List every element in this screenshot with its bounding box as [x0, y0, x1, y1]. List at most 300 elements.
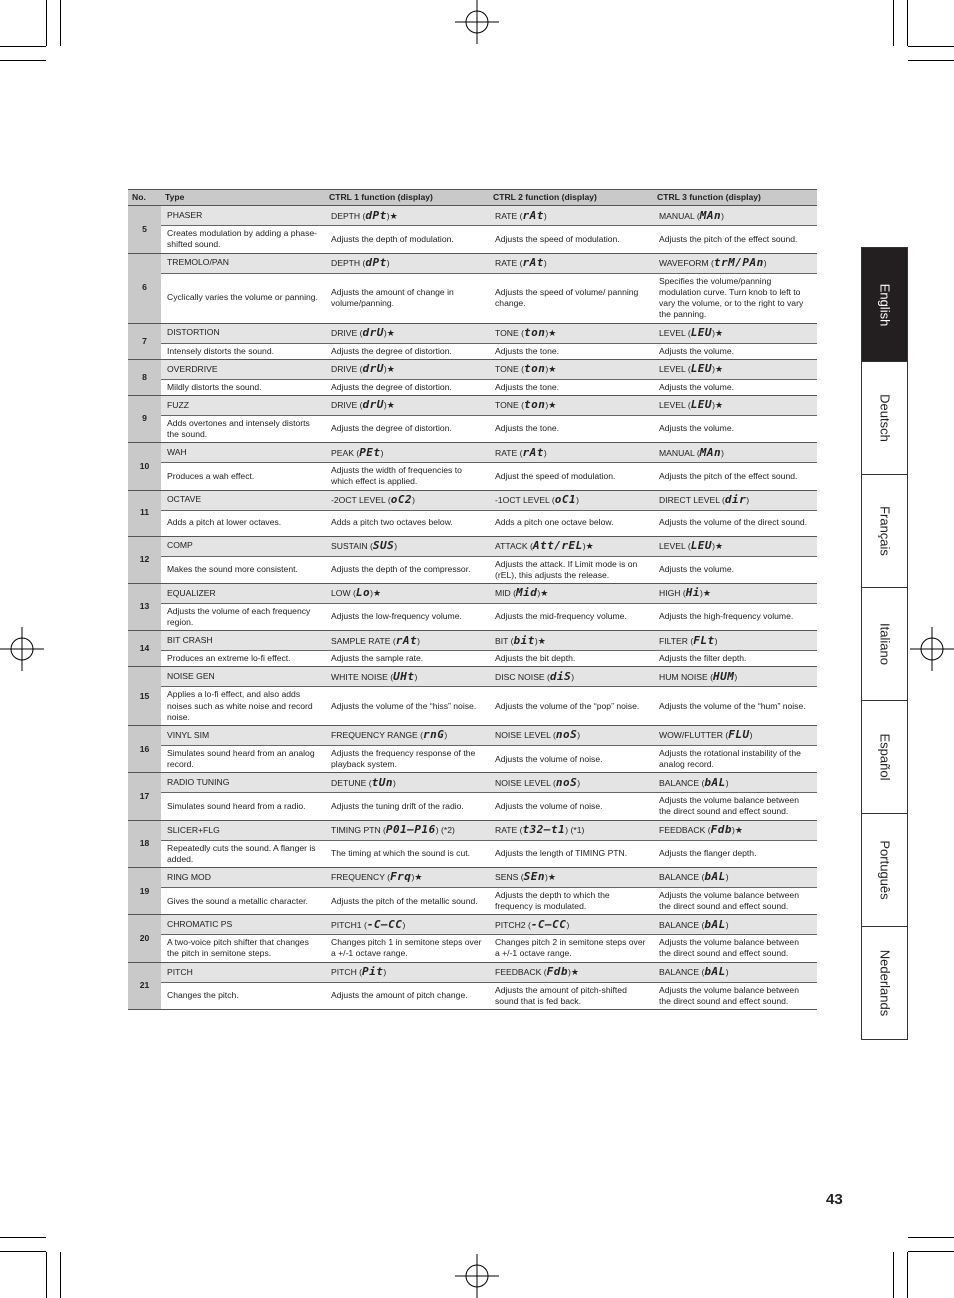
star-icon: ★ — [714, 327, 724, 338]
crop-mark — [46, 0, 47, 46]
ctrl-label-end: ) — [417, 635, 421, 646]
table-row — [128, 536, 817, 556]
star-icon: ★ — [548, 364, 557, 375]
ctrl-label-end: ) — [386, 210, 390, 221]
ctrl-label-end: ) — [721, 210, 724, 221]
ctrl-label: RATE ( — [495, 447, 523, 458]
ctrl-description: Adjusts the volume. — [653, 379, 817, 395]
star-icon: ★ — [537, 635, 546, 646]
column-header-ctrl2: CTRL 2 function (display) — [489, 190, 653, 206]
ctrl-label: TONE ( — [495, 327, 524, 338]
ctrl-label: FEEDBACK ( — [495, 966, 547, 977]
effect-type: WAH — [161, 443, 325, 463]
ctrl-label-end: ) — [545, 872, 548, 883]
display-code: LEU — [690, 362, 713, 376]
ctrl-description: Adjusts the width of frequencies to which effect is applied. — [325, 463, 489, 490]
ctrl-label: LEVEL ( — [659, 327, 691, 338]
ctrl-label: DISC NOISE ( — [495, 671, 550, 682]
display-code: PEt — [359, 445, 381, 459]
display-code: FLt — [693, 633, 715, 647]
ctrl-label: DRIVE ( — [331, 400, 363, 411]
ctrl-function-c2 — [489, 915, 653, 935]
display-code: bAL — [704, 775, 726, 789]
language-tab-label: Italiano — [877, 623, 892, 665]
crop-mark — [0, 46, 46, 47]
table-row — [128, 273, 817, 323]
ctrl-description: Adjusts the degree of distortion. — [325, 379, 489, 395]
ctrl-label-end: ) — [383, 400, 387, 411]
ctrl-label: NOISE LEVEL ( — [495, 777, 556, 788]
ctrl-label-end: ) — [543, 447, 547, 458]
effect-description: Intensely distorts the sound. — [161, 343, 325, 359]
ctrl-function-c3 — [653, 443, 817, 463]
ctrl-label: FEEDBACK ( — [659, 824, 711, 835]
ctrl-function-c1 — [325, 915, 489, 935]
table-row — [128, 395, 817, 415]
ctrl-function-c3 — [653, 667, 817, 687]
registration-mark-top — [455, 0, 499, 44]
ctrl-description: Adjusts the amount of pitch change. — [325, 982, 489, 1009]
ctrl-function-c1 — [325, 443, 489, 463]
language-tab[interactable] — [861, 927, 908, 1040]
ctrl-label-end: ) — [545, 364, 549, 375]
ctrl-description: Changes pitch 2 in semitone steps over a +/-1 octave range. — [489, 935, 653, 962]
display-code: bAL — [704, 917, 726, 931]
ctrl-label: SENS ( — [495, 872, 524, 883]
ctrl-label-end: ) — [712, 400, 715, 411]
ctrl-description: Adjusts the attack. If Limit mode is on (rEL), this adjusts the release. — [489, 556, 653, 583]
crop-mark — [907, 1252, 908, 1298]
ctrl-label: -2OCT LEVEL ( — [331, 494, 391, 505]
ctrl-label-end: ) — [577, 730, 581, 741]
display-code: Pit — [362, 964, 384, 978]
display-code: Att/rEL — [532, 538, 583, 552]
ctrl-function-c2 — [489, 962, 653, 982]
table-header-row — [128, 190, 817, 206]
ctrl-label-end: ) — [545, 327, 549, 338]
ctrl-label: BALANCE ( — [659, 919, 705, 930]
ctrl-label-end: ) — [380, 447, 384, 458]
ctrl-label: SUSTAIN ( — [331, 540, 373, 551]
display-code: tUn — [371, 775, 393, 789]
display-code: Hi — [685, 586, 700, 600]
language-tab[interactable] — [861, 475, 908, 588]
display-code: Lo — [355, 586, 371, 600]
language-tab-label: Deutsch — [877, 394, 892, 442]
ctrl-label: HUM NOISE ( — [659, 671, 713, 682]
ctrl-function-c3 — [653, 395, 817, 415]
star-icon: ★ — [702, 588, 711, 599]
effect-type: BIT CRASH — [161, 631, 325, 651]
ctrl-label: TONE ( — [495, 364, 524, 375]
ctrl-function-c2 — [489, 490, 653, 510]
ctrl-label-end: ) — [699, 588, 703, 599]
ctrl-label-end: ) — [383, 327, 387, 338]
star-icon: ★ — [386, 400, 395, 411]
language-tabs — [861, 247, 908, 1040]
star-icon: ★ — [414, 872, 423, 883]
display-code: bit — [513, 633, 535, 647]
ctrl-function-c1 — [325, 395, 489, 415]
display-code: oC2 — [390, 492, 413, 506]
table-row — [128, 631, 817, 651]
crop-mark — [0, 1237, 46, 1238]
language-tab[interactable] — [861, 247, 908, 362]
display-code: trM/PAn — [713, 255, 764, 269]
display-code: noS — [555, 775, 578, 789]
display-code: drU — [362, 398, 384, 412]
ctrl-function-c3 — [653, 323, 817, 343]
column-header-no: No. — [128, 190, 161, 206]
table-row — [128, 962, 817, 982]
ctrl-label: BALANCE ( — [659, 872, 705, 883]
ctrl-description: Adjusts the low-frequency volume. — [325, 603, 489, 630]
effect-description: Adds a pitch at lower octaves. — [161, 510, 325, 536]
ctrl-label: PEAK ( — [331, 447, 360, 458]
ctrl-label-end: ) — [714, 635, 718, 646]
display-code: rAt — [522, 445, 544, 459]
table-row — [128, 745, 817, 772]
ctrl-description: Adjusts the tuning drift of the radio. — [325, 793, 489, 820]
ctrl-function-c2 — [489, 323, 653, 343]
display-code: -C–CC — [366, 917, 403, 931]
table-row — [128, 687, 817, 726]
crop-mark — [908, 60, 954, 61]
ctrl-label-end: ) — [571, 671, 575, 682]
ctrl-label: FREQUENCY RANGE ( — [331, 730, 423, 741]
effect-type: CHROMATIC PS — [161, 915, 325, 935]
display-code: SUS — [372, 538, 395, 552]
ctrl-label-end: ) (*2) — [435, 824, 455, 835]
effect-type: DISTORTION — [161, 323, 325, 343]
star-icon: ★ — [714, 364, 724, 375]
display-code: dir — [724, 492, 747, 506]
column-header-ctrl1: CTRL 1 function (display) — [325, 190, 489, 206]
language-tab-label: Español — [877, 733, 892, 781]
ctrl-label: DRIVE ( — [331, 327, 363, 338]
display-code: FLU — [728, 728, 750, 742]
ctrl-function-c1 — [325, 359, 489, 379]
ctrl-label: RATE ( — [495, 210, 523, 221]
display-code: drU — [362, 362, 384, 376]
effect-type: VINYL SIM — [161, 725, 325, 745]
ctrl-description: Adjusts the volume of the direct sound. — [653, 510, 817, 536]
effect-type: RADIO TUNING — [161, 773, 325, 793]
display-code: Fdb — [546, 964, 568, 978]
ctrl-description: Adjusts the length of TIMING PTN. — [489, 840, 653, 867]
ctrl-description: Adds a pitch two octaves below. — [325, 510, 489, 536]
ctrl-label-end: ) — [537, 588, 541, 599]
ctrl-label-end: ) — [712, 364, 715, 375]
ctrl-description: Adjusts the filter depth. — [653, 651, 817, 667]
crop-mark — [46, 1252, 47, 1298]
crop-mark — [908, 1237, 954, 1238]
language-tab[interactable] — [861, 814, 908, 927]
ctrl-function-c3 — [653, 867, 817, 887]
ctrl-label-end: ) — [545, 400, 549, 411]
ctrl-description: Adjusts the high-frequency volume. — [653, 603, 817, 630]
display-code: bAL — [704, 870, 726, 884]
effect-number: 5 — [128, 206, 161, 253]
ctrl-label: HIGH ( — [659, 588, 686, 599]
display-code: P01–P16 — [385, 822, 436, 836]
ctrl-function-c1 — [325, 323, 489, 343]
ctrl-label-end: ) (*1) — [565, 824, 585, 835]
ctrl-label-end: ) — [577, 777, 581, 788]
ctrl-label-end: ) — [411, 872, 415, 883]
table-row — [128, 226, 817, 253]
ctrl-label-end: ) — [412, 494, 415, 505]
display-code: noS — [555, 728, 578, 742]
display-code: ton — [523, 362, 546, 376]
ctrl-label: -1OCT LEVEL ( — [495, 494, 555, 505]
crop-mark — [60, 1252, 61, 1298]
ctrl-label: FREQUENCY ( — [331, 872, 391, 883]
column-header-type: Type — [161, 190, 325, 206]
display-code: drU — [362, 325, 384, 339]
ctrl-label: RATE ( — [495, 824, 523, 835]
language-tab[interactable] — [861, 588, 908, 701]
ctrl-function-c1 — [325, 962, 489, 982]
table-row — [128, 583, 817, 603]
ctrl-label: WAVEFORM ( — [659, 257, 714, 268]
effect-type: RING MOD — [161, 867, 325, 887]
ctrl-label-end: ) — [383, 966, 387, 977]
table-row — [128, 603, 817, 630]
display-code: rnG — [423, 728, 445, 742]
ctrl-function-c2 — [489, 359, 653, 379]
display-code: Fdb — [710, 822, 732, 836]
display-code: MAn — [699, 208, 722, 222]
ctrl-function-c1 — [325, 583, 489, 603]
ctrl-label: SAMPLE RATE ( — [331, 635, 396, 646]
ctrl-label: LEVEL ( — [659, 400, 691, 411]
ctrl-description: Adjusts the volume. — [653, 343, 817, 359]
registration-mark-bottom — [455, 1254, 499, 1298]
star-icon: ★ — [734, 824, 743, 835]
ctrl-label: TIMING PTN ( — [331, 824, 386, 835]
effect-number: 19 — [128, 867, 161, 914]
registration-mark-right — [910, 627, 954, 671]
ctrl-description: Adjusts the pitch of the effect sound. — [653, 463, 817, 490]
ctrl-label: MID ( — [495, 588, 517, 599]
table-row — [128, 359, 817, 379]
ctrl-label: BALANCE ( — [659, 777, 705, 788]
effect-description: Adds overtones and intensely distorts the sound. — [161, 415, 325, 442]
ctrl-function-c2 — [489, 820, 653, 840]
table-row — [128, 820, 817, 840]
table-row — [128, 379, 817, 395]
effect-type: EQUALIZER — [161, 583, 325, 603]
ctrl-function-c2 — [489, 773, 653, 793]
ctrl-label: BALANCE ( — [659, 966, 705, 977]
ctrl-function-c2 — [489, 443, 653, 463]
ctrl-description: Specifies the volume/panning modulation curve. Turn knob to left to vary the volume, or to the right to vary the panning. — [653, 273, 817, 323]
ctrl-label: RATE ( — [495, 257, 523, 268]
ctrl-label-end: ) — [725, 966, 729, 977]
ctrl-description: Adjusts the volume balance between the direct sound and effect sound. — [653, 793, 817, 820]
ctrl-function-c2 — [489, 631, 653, 651]
ctrl-label: PITCH1 ( — [331, 919, 367, 930]
effect-number: 21 — [128, 962, 161, 1009]
ctrl-description: Adjusts the volume of the “hiss” noise. — [325, 687, 489, 726]
display-code: Mid — [516, 586, 538, 600]
ctrl-description: Adjusts the volume. — [653, 415, 817, 442]
ctrl-description: Adjusts the volume of noise. — [489, 745, 653, 772]
ctrl-label: PITCH2 ( — [495, 919, 531, 930]
effect-type: OCTAVE — [161, 490, 325, 510]
display-code: Frq — [390, 870, 412, 884]
ctrl-function-c2 — [489, 206, 653, 226]
table-row — [128, 840, 817, 867]
ctrl-function-c1 — [325, 536, 489, 556]
effect-number: 17 — [128, 773, 161, 820]
display-code: LEU — [690, 398, 713, 412]
table-row — [128, 490, 817, 510]
ctrl-description: Adjusts the volume. — [653, 556, 817, 583]
ctrl-function-c3 — [653, 583, 817, 603]
table-row — [128, 463, 817, 490]
ctrl-function-c1 — [325, 820, 489, 840]
ctrl-label: DIRECT LEVEL ( — [659, 494, 725, 505]
display-code: HUM — [712, 669, 735, 683]
effect-description: Produces an extreme lo-fi effect. — [161, 651, 325, 667]
ctrl-label-end: ) — [383, 364, 387, 375]
ctrl-label: MANUAL ( — [659, 447, 700, 458]
column-header-ctrl3: CTRL 3 function (display) — [653, 190, 817, 206]
ctrl-function-c3 — [653, 915, 817, 935]
display-code: ton — [523, 325, 546, 339]
table-row — [128, 793, 817, 820]
ctrl-label: BIT ( — [495, 635, 514, 646]
ctrl-label: DRIVE ( — [331, 364, 363, 375]
ctrl-function-c1 — [325, 206, 489, 226]
ctrl-function-c3 — [653, 631, 817, 651]
ctrl-function-c2 — [489, 253, 653, 273]
table-row — [128, 651, 817, 667]
ctrl-label-end: ) — [725, 872, 729, 883]
ctrl-label: NOISE LEVEL ( — [495, 730, 556, 741]
display-code: SEn — [523, 870, 546, 884]
ctrl-label: WHITE NOISE ( — [331, 671, 394, 682]
ctrl-label-end: ) — [370, 588, 373, 599]
display-code: dPt — [365, 208, 387, 222]
effect-number: 8 — [128, 359, 161, 395]
star-icon: ★ — [372, 588, 382, 599]
ctrl-description: Adjusts the pitch of the effect sound. — [653, 226, 817, 253]
ctrl-label: MANUAL ( — [659, 210, 700, 221]
star-icon: ★ — [548, 327, 557, 338]
star-icon: ★ — [386, 364, 395, 375]
ctrl-function-c2 — [489, 536, 653, 556]
language-tab-label: English — [877, 283, 892, 326]
ctrl-function-c3 — [653, 773, 817, 793]
ctrl-description: Adjusts the volume balance between the direct sound and effect sound. — [653, 935, 817, 962]
ctrl-description: Adjusts the depth to which the frequency is modulated. — [489, 887, 653, 914]
ctrl-label-end: ) — [444, 730, 448, 741]
effect-number: 20 — [128, 915, 161, 962]
ctrl-function-c3 — [653, 253, 817, 273]
ctrl-function-c3 — [653, 206, 817, 226]
ctrl-description: Adjusts the depth of modulation. — [325, 226, 489, 253]
effect-number: 15 — [128, 667, 161, 726]
language-tab-label: Português — [877, 840, 892, 900]
effect-type: PITCH — [161, 962, 325, 982]
display-code: UHt — [393, 669, 415, 683]
ctrl-description: Adjusts the tone. — [489, 379, 653, 395]
table-row — [128, 725, 817, 745]
effect-type: TREMOLO/PAN — [161, 253, 325, 273]
display-code: bAL — [704, 964, 726, 978]
effect-number: 7 — [128, 323, 161, 359]
ctrl-description: The timing at which the sound is cut. — [325, 840, 489, 867]
ctrl-description: Adjusts the flanger depth. — [653, 840, 817, 867]
language-tab-label: Nederlands — [877, 949, 892, 1017]
effect-number: 11 — [128, 490, 161, 536]
ctrl-description: Adjusts the amount of change in volume/panning. — [325, 273, 489, 323]
ctrl-label-end: ) — [731, 824, 735, 835]
ctrl-label-end: ) — [712, 327, 715, 338]
table-row — [128, 556, 817, 583]
display-code: dPt — [365, 255, 387, 269]
ctrl-function-c3 — [653, 359, 817, 379]
display-code: rAt — [522, 208, 544, 222]
ctrl-description: Adjusts the degree of distortion. — [325, 415, 489, 442]
ctrl-label-end: ) — [402, 919, 406, 930]
effect-number: 12 — [128, 536, 161, 583]
ctrl-description: Adjusts the tone. — [489, 343, 653, 359]
crop-mark — [60, 0, 61, 46]
table-row — [128, 510, 817, 536]
ctrl-description: Adjusts the volume of the “pop” noise. — [489, 687, 653, 726]
ctrl-label-end: ) — [734, 671, 738, 682]
ctrl-label-end: ) — [582, 540, 586, 551]
effect-description: Produces a wah effect. — [161, 463, 325, 490]
effect-description: Cyclically varies the volume or panning. — [161, 273, 325, 323]
table-row — [128, 887, 817, 914]
ctrl-label-end: ) — [712, 540, 715, 551]
effect-description: Simulates sound heard from an analog record. — [161, 745, 325, 772]
crop-mark — [0, 60, 46, 61]
display-code: rAt — [395, 633, 418, 647]
ctrl-function-c1 — [325, 253, 489, 273]
effect-description: Mildly distorts the sound. — [161, 379, 325, 395]
table-row — [128, 915, 817, 935]
ctrl-label: FILTER ( — [659, 635, 694, 646]
effects-table-body — [128, 206, 817, 1010]
ctrl-function-c1 — [325, 490, 489, 510]
ctrl-description: Adjusts the volume balance between the direct sound and effect sound. — [653, 982, 817, 1009]
effect-number: 16 — [128, 725, 161, 772]
effect-type: NOISE GEN — [161, 667, 325, 687]
language-tab[interactable] — [861, 362, 908, 475]
display-code: LEU — [690, 538, 713, 552]
effect-number: 10 — [128, 443, 161, 490]
ctrl-function-c3 — [653, 725, 817, 745]
ctrl-label: ATTACK ( — [495, 540, 533, 551]
ctrl-description: Adjusts the mid-frequency volume. — [489, 603, 653, 630]
star-icon: ★ — [389, 210, 398, 221]
language-tab[interactable] — [861, 701, 908, 814]
display-code: diS — [549, 669, 572, 683]
effect-description: Simulates sound heard from a radio. — [161, 793, 325, 820]
page-number: 43 — [826, 1191, 843, 1208]
ctrl-label-end: ) — [576, 494, 579, 505]
language-tab-label: Français — [877, 506, 892, 556]
table-row — [128, 867, 817, 887]
table-row — [128, 206, 817, 226]
ctrl-description: Adjusts the volume balance between the direct sound and effect sound. — [653, 887, 817, 914]
